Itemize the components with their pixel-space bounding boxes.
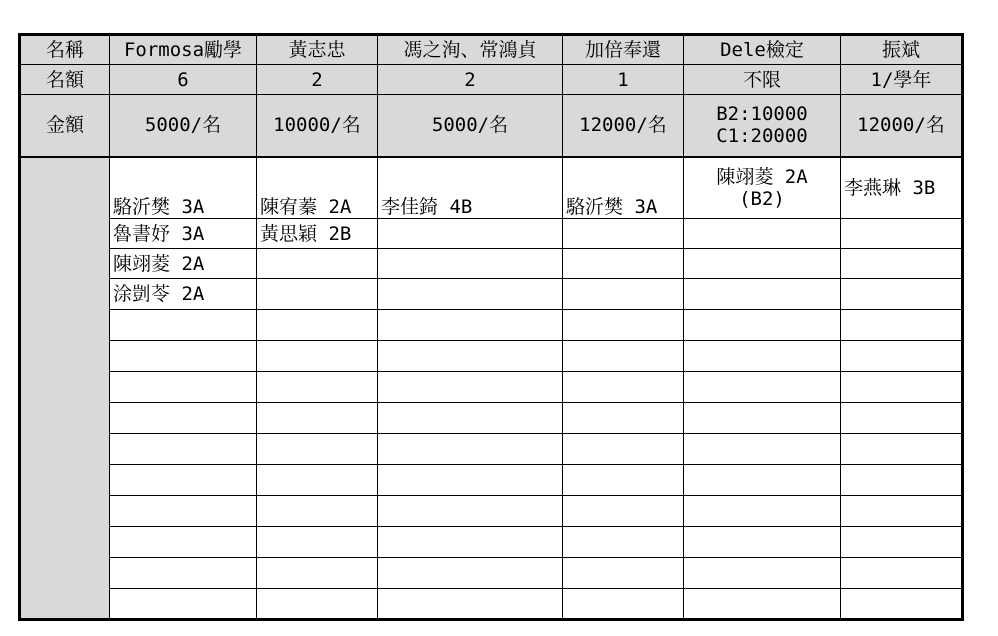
empty-cell [841, 403, 963, 434]
amount-dele-b2: B2:10000 [716, 103, 808, 126]
recipient-dele-level: (B2) [739, 187, 785, 210]
empty-cell [563, 434, 684, 465]
amount-double: 12000/名 [563, 95, 684, 157]
empty-cell [110, 589, 257, 620]
empty-cell [563, 403, 684, 434]
empty-cell [684, 372, 841, 403]
col-dele-header: Dele檢定 [684, 35, 841, 65]
empty-cell [684, 496, 841, 527]
recipient-formosa-2: 魯書妤 3A [110, 219, 257, 249]
empty-row [20, 527, 963, 558]
empty-cell [378, 219, 563, 249]
empty-cell [841, 279, 963, 310]
empty-cell [257, 310, 378, 341]
recipient-formosa-4: 涂剴苓 2A [110, 279, 257, 310]
empty-cell [257, 496, 378, 527]
header-row [20, 35, 963, 65]
recipient-zhenbin-1: 李燕琳 3B [841, 157, 963, 219]
recipient-formosa-1: 駱沂樊 3A [110, 157, 257, 219]
col-zhenbin-header: 振斌 [841, 35, 963, 65]
empty-cell [841, 496, 963, 527]
amount-dele-c1: C1:20000 [716, 125, 808, 148]
empty-cell [841, 589, 963, 620]
empty-cell [841, 465, 963, 496]
empty-cell [841, 219, 963, 249]
amount-dele [684, 95, 841, 157]
empty-cell [378, 434, 563, 465]
empty-row [20, 434, 963, 465]
empty-cell [257, 403, 378, 434]
col-formosa-header: Formosa勵學 [110, 35, 257, 65]
empty-cell [257, 527, 378, 558]
empty-cell [563, 249, 684, 279]
col-double-header: 加倍奉還 [563, 35, 684, 65]
empty-cell [841, 372, 963, 403]
recipient-feng-1: 李佳錡 4B [378, 157, 563, 219]
col-feng-header: 馮之洵、常鴻貞 [378, 35, 563, 65]
recipient-huang-2: 黃思穎 2B [257, 219, 378, 249]
quota-label-cell: 名額 [20, 65, 110, 95]
empty-cell [378, 403, 563, 434]
empty-cell [684, 310, 841, 341]
empty-cell [684, 403, 841, 434]
empty-cell [378, 558, 563, 589]
empty-cell [110, 310, 257, 341]
quota-huang: 2 [257, 65, 378, 95]
empty-cell [110, 403, 257, 434]
empty-cell [110, 372, 257, 403]
recipient-row-3 [20, 249, 963, 279]
recipient-double-1: 駱沂樊 3A [563, 157, 684, 219]
empty-cell [563, 465, 684, 496]
empty-cell [684, 558, 841, 589]
empty-row [20, 558, 963, 589]
amount-feng: 5000/名 [378, 95, 563, 157]
empty-cell [378, 249, 563, 279]
empty-cell [841, 341, 963, 372]
empty-cell [563, 219, 684, 249]
empty-cell [563, 589, 684, 620]
empty-cell [378, 496, 563, 527]
empty-cell [257, 372, 378, 403]
recipient-row-1 [20, 157, 963, 219]
empty-cell [684, 249, 841, 279]
empty-cell [110, 434, 257, 465]
quota-dele: 不限 [684, 65, 841, 95]
empty-cell [257, 249, 378, 279]
empty-cell [563, 372, 684, 403]
recipient-dele-1 [684, 157, 841, 219]
recipient-row-2 [20, 219, 963, 249]
recipient-huang-1: 陳宥蓁 2A [257, 157, 378, 219]
amount-zhenbin: 12000/名 [841, 95, 963, 157]
empty-cell [257, 589, 378, 620]
empty-row [20, 589, 963, 620]
empty-cell [257, 558, 378, 589]
empty-cell [378, 589, 563, 620]
empty-row [20, 372, 963, 403]
empty-cell [257, 279, 378, 310]
empty-cell [684, 527, 841, 558]
quota-feng: 2 [378, 65, 563, 95]
empty-row [20, 496, 963, 527]
empty-cell [563, 558, 684, 589]
name-label-cell: 名稱 [20, 35, 110, 65]
amount-formosa: 5000/名 [110, 95, 257, 157]
empty-cell [841, 310, 963, 341]
empty-cell [563, 527, 684, 558]
quota-formosa: 6 [110, 65, 257, 95]
recipient-formosa-3: 陳翊菱 2A [110, 249, 257, 279]
empty-cell [841, 249, 963, 279]
scholarship-table [18, 33, 964, 621]
recipient-row-4 [20, 279, 963, 310]
empty-cell [684, 434, 841, 465]
amount-huang: 10000/名 [257, 95, 378, 157]
empty-cell [563, 279, 684, 310]
empty-cell [563, 496, 684, 527]
quota-zhenbin: 1/學年 [841, 65, 963, 95]
col-huang-header: 黃志忠 [257, 35, 378, 65]
empty-cell [684, 279, 841, 310]
quota-double: 1 [563, 65, 684, 95]
empty-row [20, 465, 963, 496]
quota-row [20, 65, 963, 95]
empty-cell [257, 465, 378, 496]
recipients-label-cell [20, 157, 110, 620]
empty-cell [110, 496, 257, 527]
empty-cell [378, 279, 563, 310]
recipient-dele-name: 陳翊菱 2A [716, 165, 808, 188]
empty-row [20, 341, 963, 372]
empty-cell [378, 527, 563, 558]
empty-cell [110, 527, 257, 558]
empty-cell [841, 434, 963, 465]
empty-row [20, 403, 963, 434]
empty-cell [257, 341, 378, 372]
empty-cell [684, 465, 841, 496]
empty-cell [257, 434, 378, 465]
empty-cell [684, 219, 841, 249]
empty-cell [110, 558, 257, 589]
empty-cell [684, 589, 841, 620]
amount-label-cell: 金額 [20, 95, 110, 157]
empty-cell [841, 527, 963, 558]
empty-row [20, 310, 963, 341]
empty-cell [110, 341, 257, 372]
empty-cell [378, 465, 563, 496]
empty-cell [378, 341, 563, 372]
empty-cell [563, 310, 684, 341]
empty-cell [378, 310, 563, 341]
empty-cell [563, 341, 684, 372]
empty-cell [841, 558, 963, 589]
empty-cell [378, 372, 563, 403]
empty-cell [684, 341, 841, 372]
empty-cell [110, 465, 257, 496]
amount-row [20, 95, 963, 157]
